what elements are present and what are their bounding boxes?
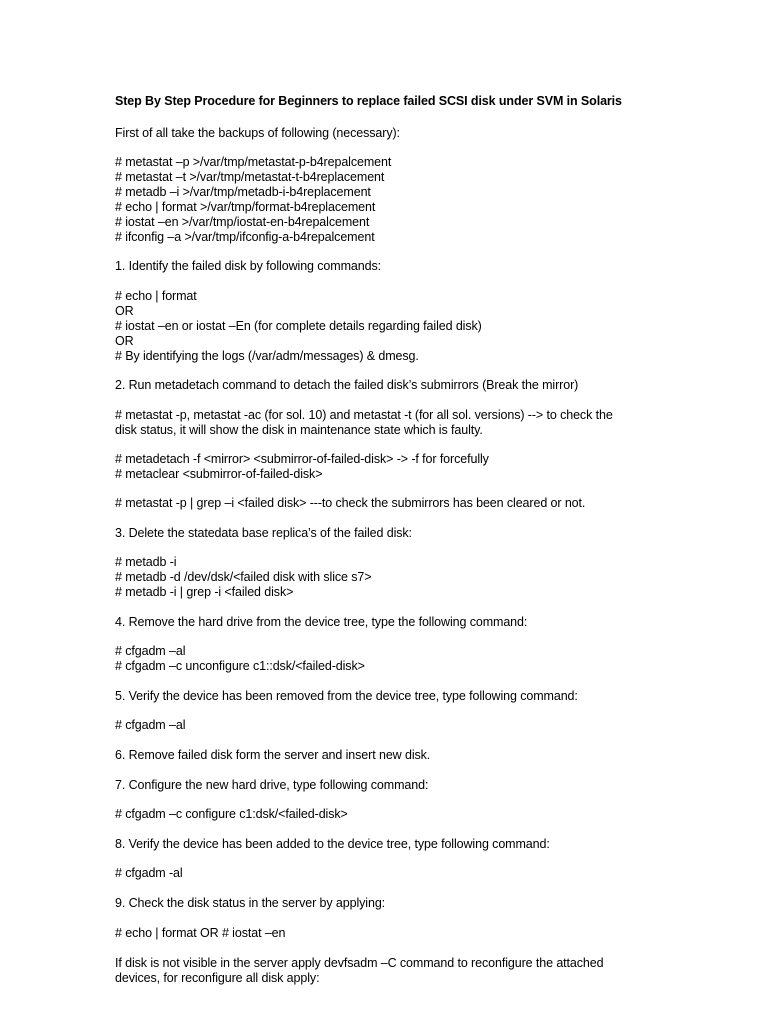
backup-command: # ifconfig –a >/var/tmp/ifconfig-a-b4repalcement — [115, 230, 375, 244]
closing-line: If disk is not visible in the server apply devfsadm –C command to reconfigure the attached — [115, 956, 604, 970]
backup-command: # metastat –t >/var/tmp/metastat-t-b4replacement — [115, 170, 385, 184]
step-7-line: # cfgadm –c configure c1:dsk/<failed-disk> — [115, 807, 348, 821]
step-2-paragraph-line: # metastat -p, metastat -ac (for sol. 10) and metastat -t (for all sol. versions) --> to check the — [115, 408, 613, 422]
backup-command: # metadb –i >/var/tmp/metadb-i-b4replacement — [115, 185, 371, 199]
backup-command: # iostat –en >/var/tmp/iostat-en-b4repalcement — [115, 215, 370, 229]
step-4-line: # cfgadm –al — [115, 644, 186, 658]
step-3-heading: 3. Delete the statedata base replica’s of the failed disk: — [115, 526, 412, 540]
step-2-check-line: # metastat -p | grep –i <failed disk> ---to check the submirrors has been cleared or not. — [115, 496, 586, 510]
step-4-heading: 4. Remove the hard drive from the device tree, type the following command: — [115, 615, 528, 629]
step-5-line: # cfgadm –al — [115, 718, 186, 732]
step-1-line: # iostat –en or iostat –En (for complete details regarding failed disk) — [115, 319, 482, 333]
document-title: Step By Step Procedure for Beginners to replace failed SCSI disk under SVM in Solaris — [115, 94, 622, 108]
step-9-heading: 9. Check the disk status in the server by applying: — [115, 896, 386, 910]
closing-line: devices, for reconfigure all disk apply: — [115, 971, 320, 985]
step-1-heading: 1. Identify the failed disk by following commands: — [115, 259, 381, 273]
backup-command: # echo | format >/var/tmp/format-b4replacement — [115, 200, 376, 214]
step-8-line: # cfgadm -al — [115, 866, 183, 880]
step-2-heading: 2. Run metadetach command to detach the failed disk’s submirrors (Break the mirror) — [115, 378, 579, 392]
backup-command: # metastat –p >/var/tmp/metastat-p-b4repalcement — [115, 155, 392, 169]
step-1-line: # By identifying the logs (/var/adm/messages) & dmesg. — [115, 349, 419, 363]
step-1-line: OR — [115, 304, 134, 318]
step-2-command: # metaclear <submirror-of-failed-disk> — [115, 467, 323, 481]
step-7-heading: 7. Configure the new hard drive, type following command: — [115, 778, 429, 792]
step-9-line: # echo | format OR # iostat –en — [115, 926, 286, 940]
step-6-heading: 6. Remove failed disk form the server and insert new disk. — [115, 748, 431, 762]
step-2-paragraph-line: disk status, it will show the disk in maintenance state which is faulty. — [115, 423, 483, 437]
step-3-line: # metadb -d /dev/dsk/<failed disk with slice s7> — [115, 570, 372, 584]
step-1-line: # echo | format — [115, 289, 197, 303]
step-4-line: # cfgadm –c unconfigure c1::dsk/<failed-disk> — [115, 659, 365, 673]
step-5-heading: 5. Verify the device has been removed from the device tree, type following command: — [115, 689, 578, 703]
intro-text: First of all take the backups of following (necessary): — [115, 126, 400, 140]
step-2-command: # metadetach -f <mirror> <submirror-of-failed-disk> -> -f for forcefully — [115, 452, 489, 466]
step-1-line: OR — [115, 334, 134, 348]
step-3-line: # metadb -i | grep -i <failed disk> — [115, 585, 294, 599]
step-3-line: # metadb -i — [115, 555, 177, 569]
step-8-heading: 8. Verify the device has been added to the device tree, type following command: — [115, 837, 550, 851]
